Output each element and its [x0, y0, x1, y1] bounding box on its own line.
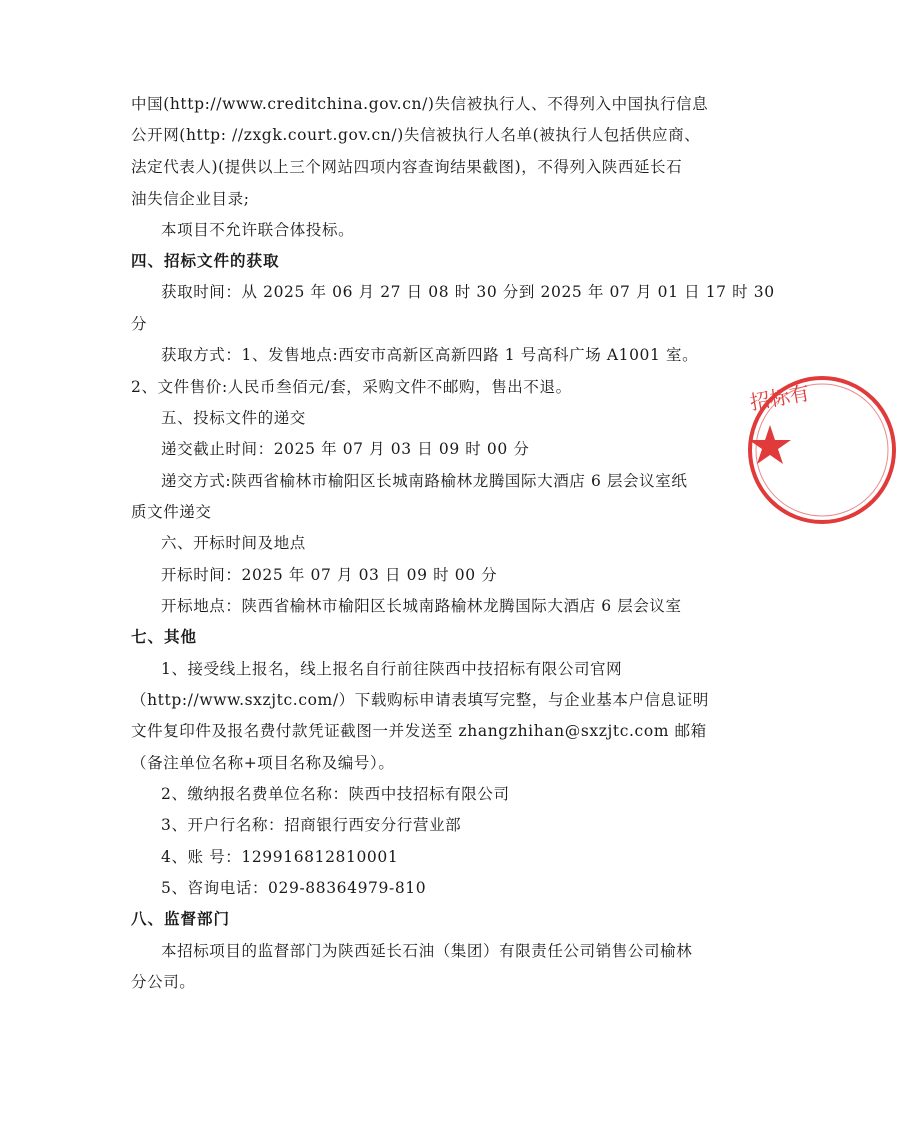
opening-location: 开标地点：陕西省榆林市榆阳区长城南路榆林龙腾国际大酒店 6 层会议室	[161, 597, 682, 615]
submission-method: 递交方式:陕西省榆林市榆阳区长城南路榆林龙腾国际大酒店 6 层会议室纸	[161, 472, 688, 490]
star-icon	[749, 425, 791, 464]
red-seal-stamp	[742, 370, 902, 530]
paragraph-no-consortium: 本项目不允许联合体投标。	[161, 221, 355, 239]
section-heading-7: 七、其他	[131, 628, 198, 646]
other-item-5: 5、咨询电话：029-88364979-810	[161, 879, 427, 897]
submission-method-cont: 质文件递交	[131, 503, 212, 521]
obtain-time-cont: 分	[131, 315, 148, 333]
other-item-2: 2、缴纳报名费单位名称：陕西中技招标有限公司	[161, 785, 510, 803]
text-line-1: 中国(http://www.creditchina.gov.cn/)失信被执行人、不得列入中国执行信息	[131, 95, 709, 113]
other-item-3: 3、开户行名称：招商银行西安分行营业部	[161, 816, 462, 834]
other-item-1: 1、接受线上报名，线上报名自行前往陕西中技招标有限公司官网	[161, 660, 623, 678]
obtain-time: 获取时间：从 2025 年 06 月 27 日 08 时 30 分到 2025 年 07 月 01 日 17 时 30	[161, 283, 775, 301]
text-line-4: 油失信企业目录;	[131, 190, 250, 208]
text-line-3: 法定代表人)(提供以上三个网站四项内容查询结果截图)，不得列入陕西延长石	[131, 158, 683, 176]
opening-time: 开标时间：2025 年 07 月 03 日 09 时 00 分	[161, 566, 498, 584]
section-heading-6: 六、开标时间及地点	[161, 534, 306, 552]
section-heading-4: 四、招标文件的获取	[131, 252, 280, 270]
obtain-method: 获取方式：1、发售地点:西安市高新区高新四路 1 号高科广场 A1001 室。	[161, 346, 699, 364]
supervision-text: 本招标项目的监督部门为陕西延长石油（集团）有限责任公司销售公司榆林	[161, 942, 693, 960]
text-line-2: 公开网(http: //zxgk.court.gov.cn/)失信被执行人名单(被执行人包括供应商、	[131, 126, 701, 144]
submission-deadline: 递交截止时间：2025 年 07 月 03 日 09 时 00 分	[161, 440, 530, 458]
other-item-1-cont-3: （备注单位名称+项目名称及编号）。	[131, 754, 395, 772]
section-heading-8: 八、监督部门	[131, 910, 231, 928]
other-item-1-cont-2: 文件复印件及报名费付款凭证截图一并发送至 zhangzhihan@sxzjtc.com 邮箱	[131, 722, 707, 740]
stamp-text: 招标有	[748, 380, 812, 415]
section-heading-5: 五、投标文件的递交	[161, 409, 306, 427]
other-item-1-cont-1: （http://www.sxzjtc.com/）下载购标申请表填写完整，与企业基本户信息证明	[131, 691, 709, 709]
other-item-4: 4、账 号：129916812810001	[161, 848, 399, 866]
document-price: 2、文件售价:人民币叁佰元/套，采购文件不邮购，售出不退。	[131, 378, 572, 396]
supervision-text-cont: 分公司。	[131, 973, 196, 991]
